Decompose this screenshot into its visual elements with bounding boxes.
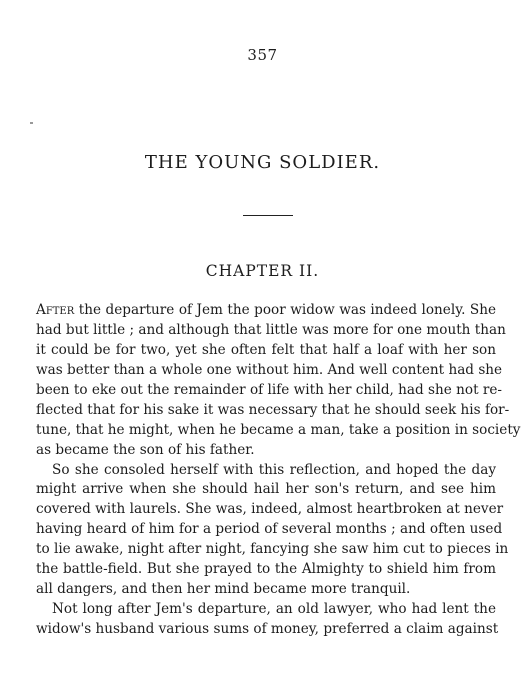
body-text [36, 301, 521, 640]
text-line: it could be for two, yet she often felt that half a loaf with her son [36, 341, 496, 358]
text-line: was better than a whole one without him. And well content had she [36, 361, 503, 378]
drop-word: After [36, 302, 75, 318]
text-line: Not long after Jem's departure, an old lawyer, who had lent the [52, 601, 496, 618]
text-line: tune, that he might, when he became a man, take a position in society [36, 421, 521, 438]
text-line: all dangers, and then her mind became more tranquil. [36, 581, 411, 598]
text-line: to lie awake, night after night, fancying she saw him cut to pieces in [36, 541, 509, 558]
text-line: been to eke out the remainder of life with her child, had she not re- [36, 381, 503, 398]
text-line: widow's husband various sums of money, preferred a claim against [36, 621, 499, 637]
text-line: might arrive when she should hail her son's return, and see him [36, 481, 496, 498]
text-line: as became the son of his father. [36, 441, 255, 458]
text-line: covered with laurels. She was, indeed, almost heartbroken at never [36, 501, 504, 518]
text-line: had but little ; and although that little was more for one mouth than [36, 321, 506, 338]
text-line: the battle-field. But she prayed to the Almighty to shield him from [36, 561, 496, 578]
margin-speck [30, 122, 33, 124]
page-number: 357 [247, 46, 278, 64]
story-title: THE YOUNG SOLDIER. [144, 152, 381, 173]
text-line: flected that for his sake it was necessary that he should seek his for- [36, 401, 510, 418]
text-line: After the departure of Jem the poor widow was indeed lonely. She [36, 302, 496, 318]
text-line: having heard of him for a period of several months ; and often used [36, 521, 503, 538]
chapter-heading: CHAPTER II. [205, 262, 320, 280]
title-divider-rule [243, 215, 293, 216]
text-line: So she consoled herself with this reflection, and hoped the day [52, 461, 496, 478]
